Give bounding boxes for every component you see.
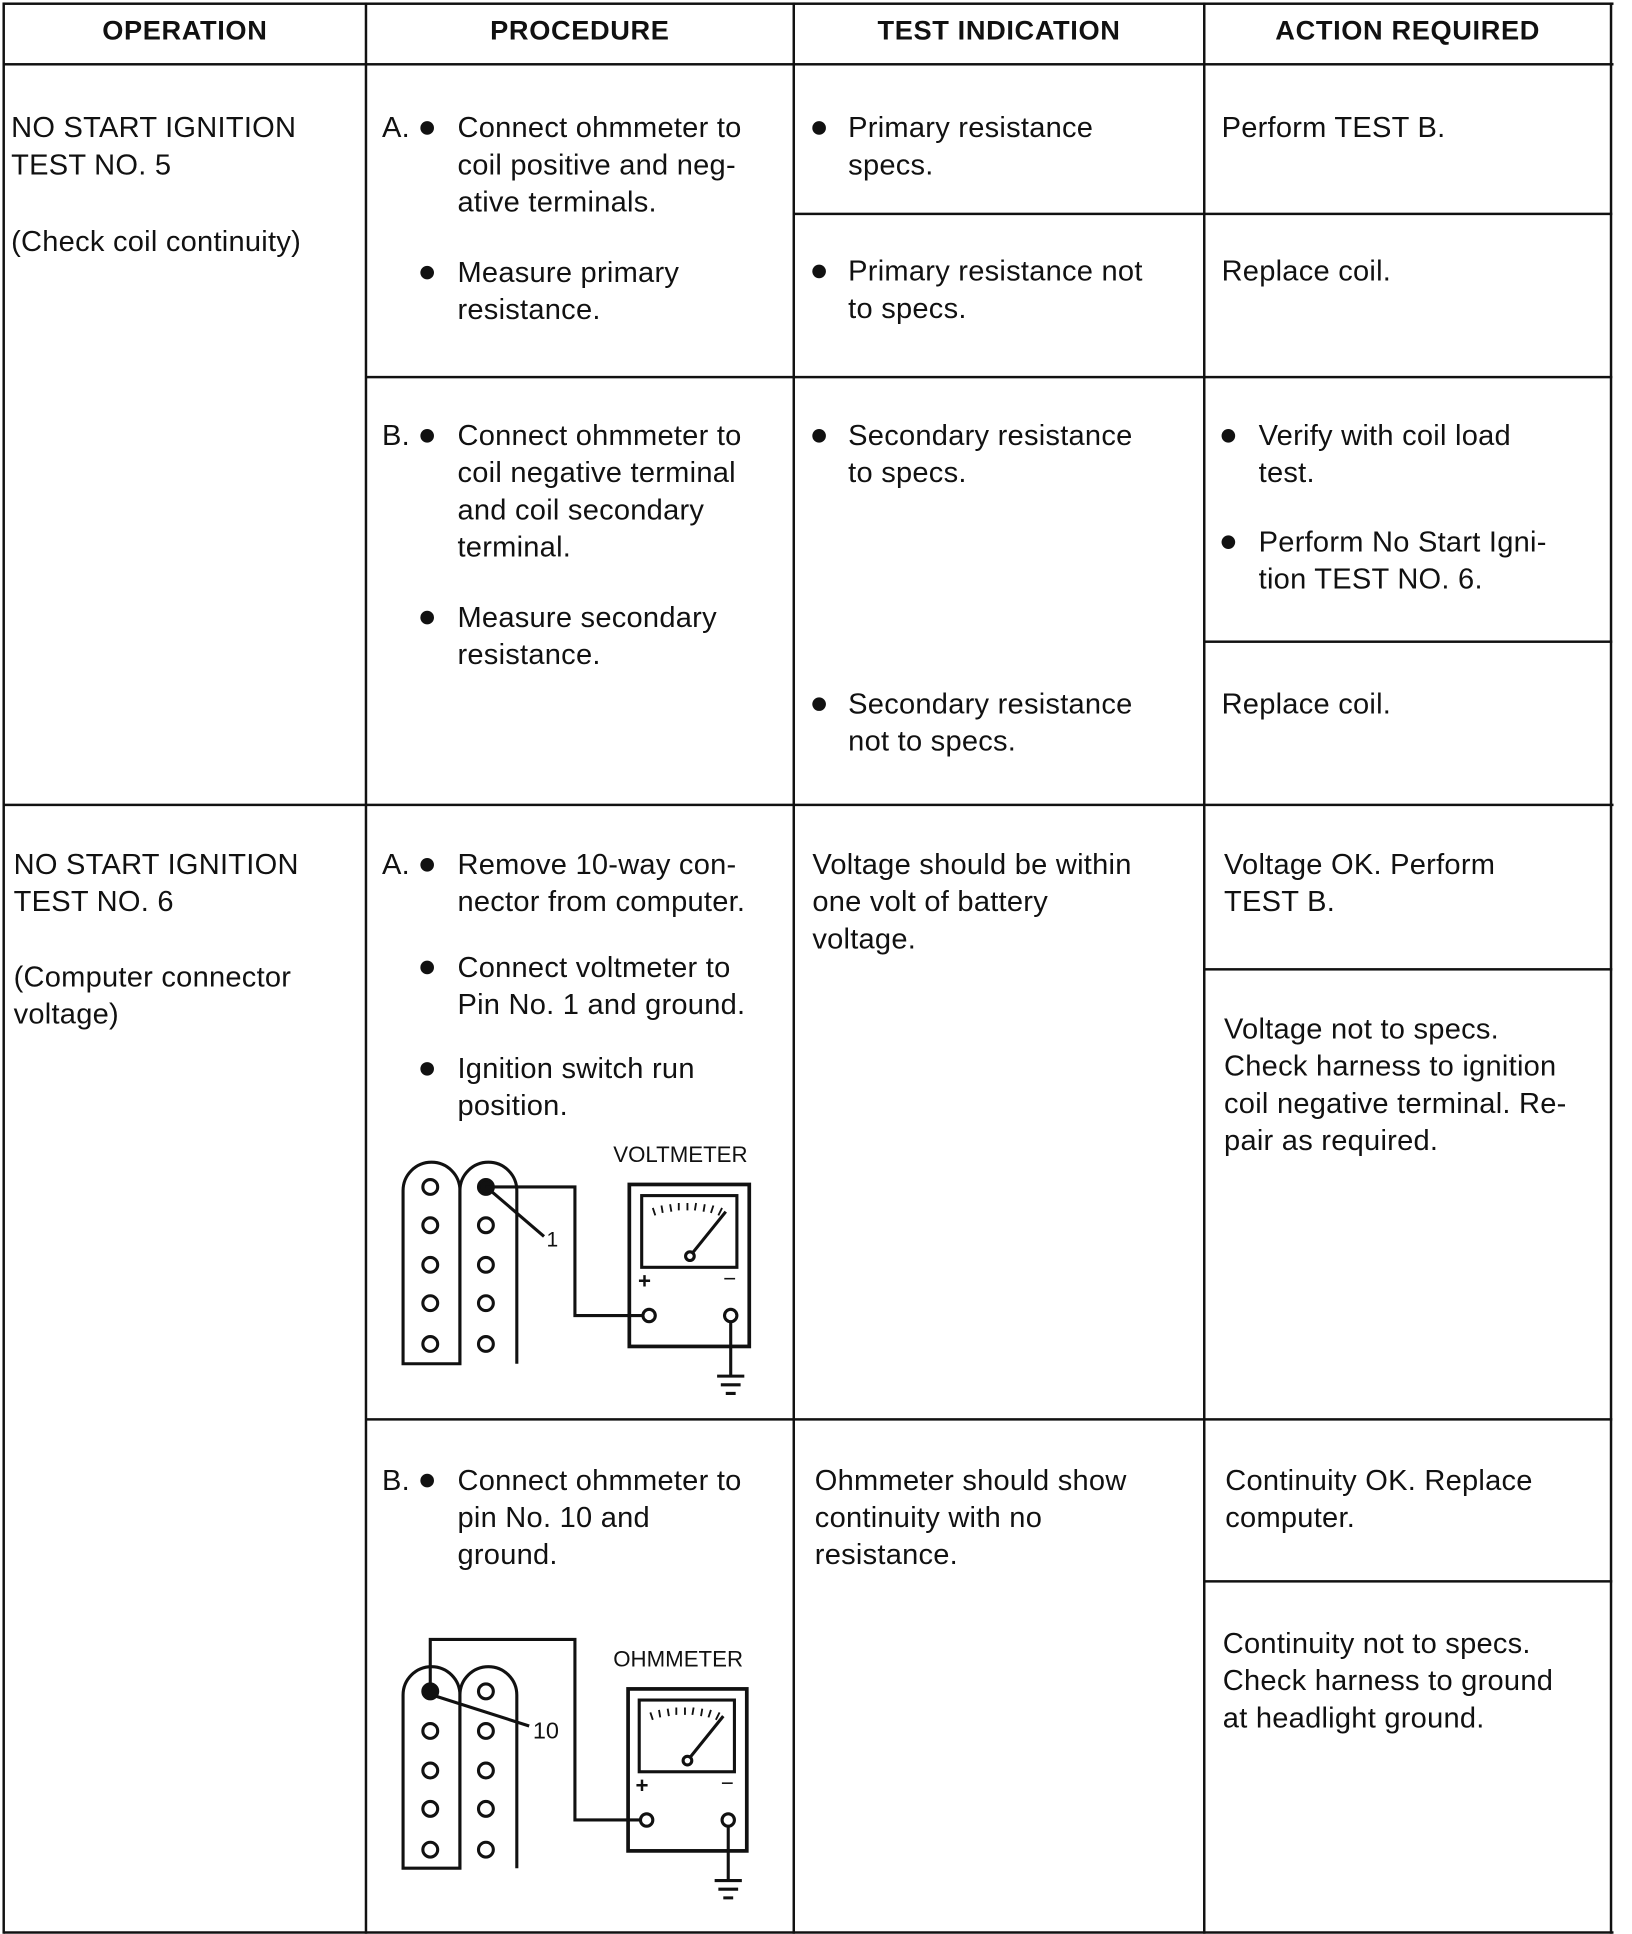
header-test-indication: TEST INDICATION	[877, 14, 1121, 46]
procedure-step: Connect voltmeter to Pin No. 1 and ground.	[457, 950, 746, 1021]
operation-note: (Check coil continuity)	[11, 225, 302, 258]
procedure-step: Measure secondary resistance.	[457, 600, 717, 671]
plus-label: +	[635, 1772, 649, 1798]
test-indication: Voltage should be within one volt of battery voltage.	[812, 848, 1132, 955]
test-indication: Ohmmeter should show continuity with no resistance.	[814, 1463, 1127, 1571]
header-operation: OPERATION	[102, 14, 268, 46]
action-required: Verify with coil load test.	[1258, 419, 1511, 489]
test-indication: Secondary resistance not to specs.	[848, 687, 1133, 757]
procedure-step: Measure primary resistance.	[457, 255, 680, 326]
procedure-step: Connect ohmmeter to coil positive and neg- ative terminals.	[457, 111, 742, 218]
meter-label: VOLTMETER	[613, 1142, 748, 1168]
header-procedure: PROCEDURE	[490, 14, 670, 46]
action-required: Replace coil.	[1221, 687, 1392, 720]
procedure-step: Connect ohmmeter to coil negative terminal and coil secondary terminal.	[457, 419, 742, 563]
connector-icon	[403, 1667, 517, 1869]
action-required: Voltage not to specs. Check harness to ignition coil negative terminal. Re- pair as required.	[1224, 1012, 1567, 1157]
action-required: Voltage OK. Perform TEST B.	[1224, 848, 1496, 918]
ground-icon	[715, 1826, 742, 1898]
action-required: Perform No Start Igni- tion TEST NO. 6.	[1258, 525, 1547, 595]
meter-label: OHMMETER	[613, 1646, 744, 1672]
minus-label: −	[723, 1265, 737, 1291]
pin-label: 10	[532, 1717, 560, 1744]
ground-icon	[717, 1322, 744, 1394]
step-label: A.	[382, 111, 411, 144]
connector-icon	[403, 1162, 517, 1364]
action-required: Continuity OK. Replace computer.	[1225, 1463, 1533, 1534]
procedure-step: Ignition switch run position.	[457, 1052, 695, 1122]
action-required: Replace coil.	[1221, 254, 1392, 287]
operation-title: NO START IGNITION TEST NO. 6	[13, 848, 299, 918]
header-action-required: ACTION REQUIRED	[1275, 14, 1540, 46]
pin-label: 1	[546, 1228, 559, 1252]
step-label: B.	[382, 419, 411, 452]
action-required: Continuity not to specs. Check harness to ground at headlight ground.	[1222, 1627, 1554, 1734]
procedure-step: Connect ohmmeter to pin No. 10 and ground.	[457, 1463, 742, 1571]
procedure-step: Remove 10-way con- nector from computer.	[457, 848, 746, 918]
operation-title: NO START IGNITION TEST NO. 5	[11, 111, 297, 181]
step-label: A.	[382, 848, 411, 881]
test-indication: Secondary resistance to specs.	[848, 419, 1133, 489]
test-indication: Primary resistance specs.	[848, 111, 1094, 181]
action-required: Perform TEST B.	[1221, 111, 1446, 144]
plus-label: +	[637, 1268, 651, 1294]
test-indication: Primary resistance not to specs.	[848, 254, 1143, 324]
operation-note: (Computer connector voltage)	[13, 960, 292, 1030]
step-label: B.	[382, 1463, 411, 1497]
minus-label: −	[720, 1770, 734, 1796]
